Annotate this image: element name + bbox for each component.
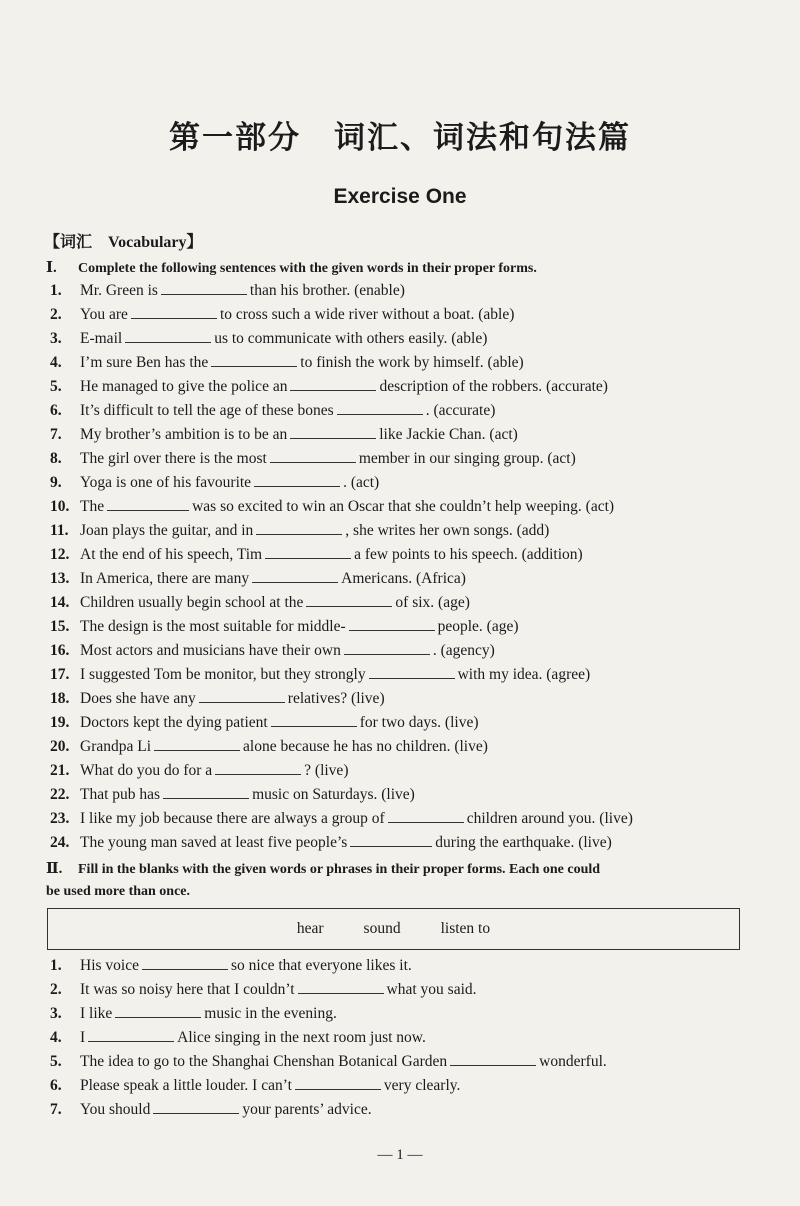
question-text: member in our singing group. (act) [358, 450, 576, 467]
question-text: . (act) [343, 474, 380, 491]
question-text: Please speak a little louder. I can’t [80, 1077, 292, 1094]
question-text: for two days. (live) [359, 714, 479, 731]
question-row [50, 328, 487, 350]
question-text: alone because he has no children. (live) [243, 738, 488, 755]
question-text: with my idea. (agree) [457, 666, 591, 683]
question-text: was so excited to win an Oscar that she couldn’t help weeping. (act) [192, 498, 615, 515]
question-row [50, 400, 495, 422]
question-row [50, 448, 576, 470]
answer-blank[interactable] [290, 424, 376, 439]
question-row [50, 784, 415, 806]
question-text: . (accurate) [425, 402, 496, 419]
answer-blank[interactable] [271, 712, 357, 727]
question-text: His voice [80, 957, 139, 974]
question-row [50, 712, 479, 734]
question-number: 6. [50, 1077, 62, 1094]
part-title: 第一部分 词汇、词法和句法篇 [169, 120, 631, 156]
question-row [50, 280, 405, 302]
question-text: your parents’ advice. [242, 1101, 372, 1118]
part2-instruction-text: be used more than once. [46, 884, 191, 899]
question-number: 22. [50, 786, 70, 803]
word-bank-item: sound [363, 920, 401, 937]
question-text: description of the robbers. (accurate) [379, 378, 608, 395]
part1-instruction-text: Complete the following sentences with the given words in their proper forms. [78, 261, 537, 276]
answer-blank[interactable] [344, 640, 430, 655]
question-text: Yoga is one of his favourite [80, 474, 252, 491]
part2-numeral: Ⅱ. [46, 861, 63, 877]
part1-numeral: Ⅰ. [46, 260, 57, 276]
question-text: The girl over there is the most [80, 450, 267, 467]
question-text: relatives? (live) [287, 690, 385, 707]
answer-blank[interactable] [154, 736, 240, 751]
question-row [50, 1027, 426, 1049]
question-number: 21. [50, 762, 70, 779]
question-text: Mr. Green is [80, 282, 158, 299]
question-number: 13. [50, 570, 70, 587]
answer-blank[interactable] [298, 979, 384, 994]
question-text: That pub has [80, 786, 161, 803]
question-text: ? (live) [304, 762, 349, 779]
answer-blank[interactable] [388, 808, 464, 823]
question-text: He managed to give the police an [80, 378, 288, 395]
question-number: 2. [50, 981, 62, 998]
question-row [50, 568, 466, 590]
question-text: Children usually begin school at the [80, 594, 304, 611]
part1-instruction [46, 257, 537, 280]
question-text: E-mail [80, 330, 123, 347]
question-number: 11. [50, 522, 69, 539]
question-row [50, 352, 524, 374]
answer-blank[interactable] [252, 568, 338, 583]
answer-blank[interactable] [337, 400, 423, 415]
question-text: I like [80, 1005, 113, 1022]
question-text: At the end of his speech, Tim [80, 546, 263, 563]
question-row [50, 808, 633, 830]
question-text: so nice that everyone likes it. [230, 957, 412, 974]
question-text: like Jackie Chan. (act) [379, 426, 518, 443]
answer-blank[interactable] [270, 448, 356, 463]
question-text: It’s difficult to tell the age of these bones [80, 402, 334, 419]
question-text: Americans. (Africa) [341, 570, 466, 587]
question-text: than his brother. (enable) [249, 282, 405, 299]
question-text: Does she have any [80, 690, 196, 707]
answer-blank[interactable] [290, 376, 376, 391]
question-row [50, 472, 379, 494]
question-text: I like my job because there are always a group of [80, 810, 385, 827]
word-bank-item: listen to [440, 920, 491, 937]
question-text: You should [80, 1101, 151, 1118]
question-number: 16. [50, 642, 70, 659]
question-text: The idea to go to the Shanghai Chenshan Botanical Garden [80, 1053, 448, 1070]
question-number: 5. [50, 1053, 62, 1070]
question-row [50, 616, 519, 638]
question-row [50, 664, 590, 686]
question-text: us to communicate with others easily. (able) [214, 330, 488, 347]
question-row [50, 1099, 372, 1121]
question-text: My brother’s ambition is to be an [80, 426, 288, 443]
question-text: wonderful. [539, 1053, 607, 1070]
question-number: 4. [50, 354, 62, 371]
question-row [50, 496, 614, 518]
answer-blank[interactable] [211, 352, 297, 367]
question-number: 3. [50, 1005, 62, 1022]
question-row [50, 688, 385, 710]
question-row [50, 1051, 607, 1073]
question-number: 6. [50, 402, 62, 419]
question-row [50, 736, 488, 758]
question-number: 10. [50, 498, 70, 515]
question-text: of six. (age) [395, 594, 470, 611]
question-number: 19. [50, 714, 70, 731]
question-row [50, 760, 348, 782]
page-number: — 1 — [377, 1147, 423, 1163]
question-text: , she writes her own songs. (add) [345, 522, 550, 539]
word-bank-box [47, 908, 740, 950]
answer-blank[interactable] [254, 472, 340, 487]
answer-blank[interactable] [142, 955, 228, 970]
question-row [50, 979, 477, 1001]
question-text: a few points to his speech. (addition) [354, 546, 583, 563]
question-number: 2. [50, 306, 62, 323]
answer-blank[interactable] [161, 280, 247, 295]
question-text: The design is the most suitable for middle- [80, 618, 346, 635]
question-row [50, 1003, 337, 1025]
question-number: 20. [50, 738, 70, 755]
answer-blank[interactable] [153, 1099, 239, 1114]
question-number: 1. [50, 957, 62, 974]
question-text: The young man saved at least five people’s [80, 834, 348, 851]
question-number: 8. [50, 450, 62, 467]
question-number: 5. [50, 378, 62, 395]
answer-blank[interactable] [125, 328, 211, 343]
question-number: 17. [50, 666, 70, 683]
part2-instruction [46, 858, 746, 903]
question-text: what you said. [386, 981, 477, 998]
question-number: 3. [50, 330, 62, 347]
question-text: music in the evening. [204, 1005, 337, 1022]
question-number: 15. [50, 618, 70, 635]
question-text: music on Saturdays. (live) [252, 786, 415, 803]
question-text: Most actors and musicians have their own [80, 642, 341, 659]
question-text: people. (age) [437, 618, 519, 635]
section-heading: 【词汇 Vocabulary】 [44, 234, 203, 251]
question-number: 7. [50, 426, 62, 443]
question-text: In America, there are many [80, 570, 250, 587]
question-text: children around you. (live) [466, 810, 633, 827]
answer-blank[interactable] [115, 1003, 201, 1018]
question-row [50, 376, 608, 398]
part2-instruction-text: Fill in the blanks with the given words or phrases in their proper forms. Each one could [78, 862, 601, 877]
question-text: I [80, 1029, 86, 1046]
question-row [50, 955, 412, 977]
answer-blank[interactable] [295, 1075, 381, 1090]
question-number: 4. [50, 1029, 62, 1046]
question-number: 18. [50, 690, 70, 707]
question-text: Grandpa Li [80, 738, 152, 755]
question-row [50, 424, 518, 446]
question-text: I suggested Tom be monitor, but they strongly [80, 666, 366, 683]
answer-blank[interactable] [350, 832, 432, 847]
question-number: 7. [50, 1101, 62, 1118]
question-row [50, 640, 495, 662]
question-text: The [80, 498, 105, 515]
answer-blank[interactable] [265, 544, 351, 559]
answer-blank[interactable] [163, 784, 249, 799]
answer-blank[interactable] [215, 760, 301, 775]
question-number: 23. [50, 810, 70, 827]
answer-blank[interactable] [306, 592, 392, 607]
question-row [50, 1075, 460, 1097]
answer-blank[interactable] [256, 520, 342, 535]
question-row [50, 520, 549, 542]
answer-blank[interactable] [88, 1027, 174, 1042]
question-row [50, 832, 612, 854]
question-text: Alice singing in the next room just now. [177, 1029, 426, 1046]
exercise-title: Exercise One [333, 185, 467, 208]
answer-blank[interactable] [131, 304, 217, 319]
question-number: 14. [50, 594, 70, 611]
question-text: during the earthquake. (live) [435, 834, 612, 851]
answer-blank[interactable] [369, 664, 455, 679]
word-bank-item: hear [296, 920, 324, 937]
question-text: Joan plays the guitar, and in [80, 522, 254, 539]
question-text: Doctors kept the dying patient [80, 714, 268, 731]
question-number: 24. [50, 834, 70, 851]
question-text: . (agency) [432, 642, 495, 659]
question-text: very clearly. [383, 1077, 461, 1094]
answer-blank[interactable] [199, 688, 285, 703]
answer-blank[interactable] [107, 496, 189, 511]
answer-blank[interactable] [450, 1051, 536, 1066]
question-text: I’m sure Ben has the [80, 354, 209, 371]
question-text: It was so noisy here that I couldn’t [80, 981, 295, 998]
question-number: 1. [50, 282, 62, 299]
question-text: You are [80, 306, 128, 323]
question-text: to cross such a wide river without a boat. (able) [219, 306, 515, 323]
question-number: 12. [50, 546, 70, 563]
question-text: to finish the work by himself. (able) [300, 354, 524, 371]
question-row [50, 544, 583, 566]
question-row [50, 304, 514, 326]
question-number: 9. [50, 474, 62, 491]
question-row [50, 592, 470, 614]
question-text: What do you do for a [80, 762, 213, 779]
answer-blank[interactable] [349, 616, 435, 631]
